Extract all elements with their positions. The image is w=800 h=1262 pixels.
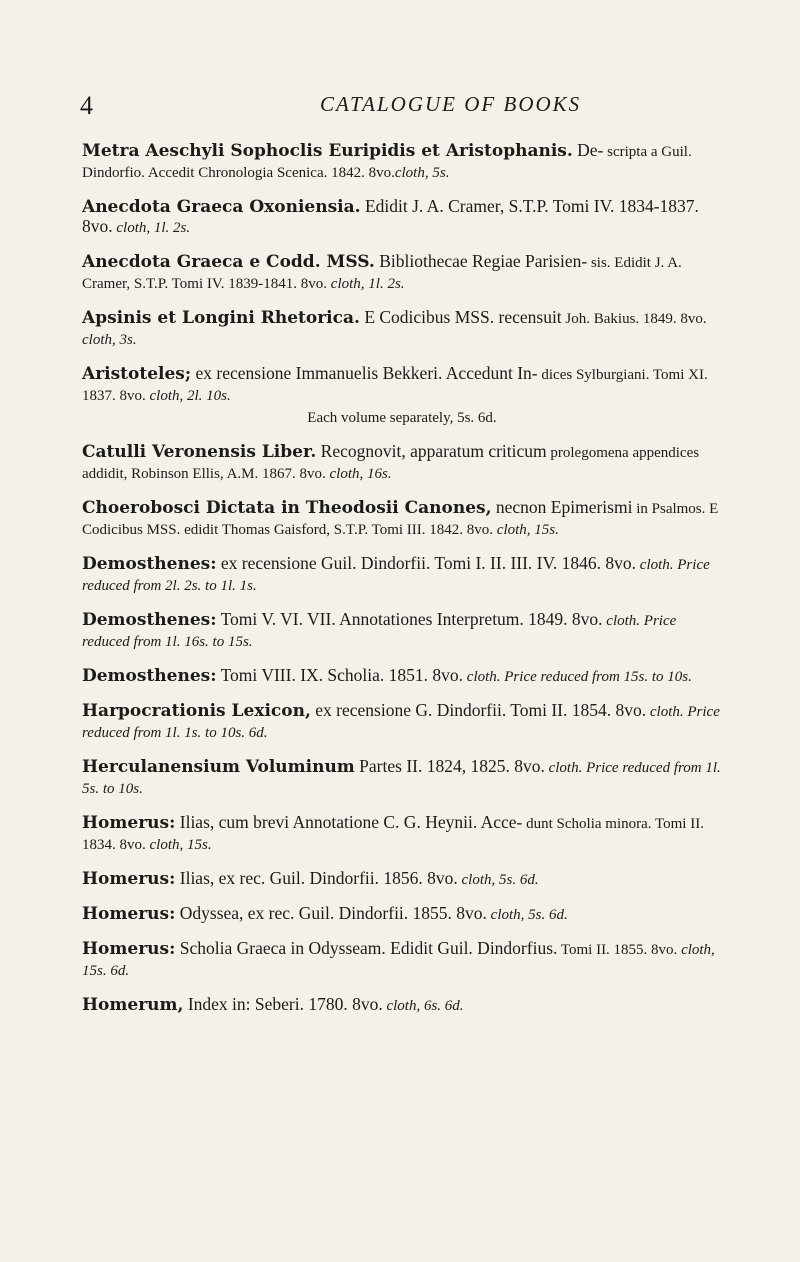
entry-price: cloth, 15s. xyxy=(145,837,212,853)
entry-description: Partes II. 1824, 1825. 8vo. xyxy=(354,756,545,776)
page-number: 4 xyxy=(80,91,93,120)
catalogue-entry xyxy=(82,757,722,799)
entry-description: necnon Epimerismi xyxy=(491,497,633,517)
entry-description: Scholia Graeca in Odysseam. Edidit Guil. Dindorfius. xyxy=(175,938,558,958)
entry-price: cloth, 6s. 6d. xyxy=(382,998,464,1014)
entry-title: Catulli Veronensis Liber. xyxy=(82,442,317,462)
catalogue-entry xyxy=(82,364,722,428)
entry-description: Ilias, cum brevi Annotatione C. G. Heynii. Acce- xyxy=(175,812,523,832)
catalogue-entry xyxy=(82,610,722,652)
entry-detail: sis. Edidit J. A. Cramer, S.T.P. Tomi IV. 1839-1841. 8vo. xyxy=(82,255,682,292)
entry-price: cloth, 15s. xyxy=(493,522,559,538)
entry-description: ex recensione Guil. Dindorfii. Tomi I. II. III. IV. 1846. 8vo. xyxy=(216,553,637,573)
entry-detail: in Psalmos. E Codicibus MSS. edidit Thomas Gaisford, S.T.P. Tomi III. 1842. 8vo. xyxy=(82,501,719,538)
catalogue-entry xyxy=(82,308,722,350)
entry-detail: dunt Scholia minora. Tomi II. 1834. 8vo. xyxy=(82,816,704,853)
entry-description: Tomi VIII. IX. Scholia. 1851. 8vo. xyxy=(216,665,464,685)
entry-price: cloth. Price reduced from 1l. 1s. to 10s. 6d. xyxy=(82,704,720,741)
entry-description: Ilias, ex rec. Guil. Dindorfii. 1856. 8vo. xyxy=(175,868,458,888)
entry-title: Homerum, xyxy=(82,995,184,1015)
entry-title: Homerus: xyxy=(82,904,176,924)
entry-title: Demosthenes: xyxy=(82,610,217,630)
running-title: CATALOGUE OF BOOKS xyxy=(320,92,582,116)
entry-detail: dices Sylburgiani. Tomi XI. 1837. 8vo. xyxy=(82,367,708,404)
entry-price: cloth, 15s. 6d. xyxy=(82,942,715,979)
entry-title: Demosthenes: xyxy=(82,554,217,574)
entry-description: Index in: Seberi. 1780. 8vo. xyxy=(183,994,383,1014)
entry-description: Bibliothecae Regiae Parisien- xyxy=(374,251,588,271)
entry-detail: prolegomena appendices addidit, Robinson Ellis, A.M. 1867. 8vo. xyxy=(82,445,700,482)
entry-price: cloth. Price reduced from 15s. to 10s. xyxy=(463,669,692,685)
catalogue-entries xyxy=(82,141,722,1030)
catalogue-entry xyxy=(82,904,722,925)
entry-price: cloth. Price reduced from 1l. 16s. to 15s. xyxy=(82,613,677,650)
entry-price: cloth, 3s. xyxy=(82,332,137,348)
entry-title: Apsinis et Longini Rhetorica. xyxy=(82,308,360,328)
catalogue-entry xyxy=(82,141,722,183)
entry-title: Anecdota Graeca Oxoniensia. xyxy=(82,197,361,217)
entry-title: Homerus: xyxy=(82,813,176,833)
entry-detail: Tomi II. 1855. 8vo. xyxy=(557,942,678,958)
entry-description: Edidit J. A. Cramer, S.T.P. Tomi IV. 1834-1837. 8vo. xyxy=(82,196,699,236)
catalogue-entry xyxy=(82,554,722,596)
entry-description: ex recensione Immanuelis Bekkeri. Accedunt In- xyxy=(191,363,538,383)
catalogue-entry xyxy=(82,701,722,743)
entry-title: Herculanensium Voluminum xyxy=(82,757,355,777)
entry-detail: scripta a Guil. Dindorfio. Accedit Chronologia Scenica. 1842. 8vo. xyxy=(82,144,692,181)
entry-description: Odyssea, ex rec. Guil. Dindorfii. 1855. 8vo. xyxy=(175,903,487,923)
catalogue-entry xyxy=(82,813,722,855)
entry-detail: Joh. Bakius. 1849. 8vo. xyxy=(561,311,707,327)
entry-note: Each volume separately, 5s. 6d. xyxy=(307,410,497,426)
entry-price: cloth, 2l. 10s. xyxy=(145,388,231,404)
entry-title: Demosthenes: xyxy=(82,666,217,686)
page-header xyxy=(80,0,712,120)
entry-price: cloth, 5s. xyxy=(394,165,450,181)
entry-price: cloth, 1l. 2s. xyxy=(112,220,191,236)
entry-price: cloth, 5s. 6d. xyxy=(457,872,539,888)
entry-description: E Codicibus MSS. recensuit xyxy=(359,307,562,327)
catalogue-entry xyxy=(82,442,722,484)
entry-price: cloth, 5s. 6d. xyxy=(486,907,568,923)
entry-price: cloth, 1l. 2s. xyxy=(327,276,405,292)
catalogue-entry xyxy=(82,498,722,540)
entry-price: cloth, 16s. xyxy=(325,466,392,482)
catalogue-entry xyxy=(82,197,722,238)
catalogue-entry xyxy=(82,995,722,1016)
entry-title: Harpocrationis Lexicon, xyxy=(82,701,311,721)
entry-description: De- xyxy=(572,140,604,160)
entry-title: Homerus: xyxy=(82,869,176,889)
entry-title: Choerobosci Dictata in Theodosii Canones, xyxy=(82,498,492,518)
entry-description: ex recensione G. Dindorfii. Tomi II. 1854. 8vo. xyxy=(310,700,647,720)
entry-title: Metra Aeschyli Sophoclis Euripidis et Aristophanis. xyxy=(82,141,573,161)
entry-title: Anecdota Graeca e Codd. MSS. xyxy=(82,252,375,272)
catalogue-entry xyxy=(82,252,722,294)
entry-description: Recognovit, apparatum criticum xyxy=(316,441,547,461)
entry-price: cloth. Price reduced from 1l. 5s. to 10s. xyxy=(82,760,721,797)
catalogue-entry xyxy=(82,666,722,687)
entry-title: Aristoteles; xyxy=(82,364,192,384)
entry-price: cloth. Price reduced from 2l. 2s. to 1l. 1s. xyxy=(82,557,710,594)
entry-description: Tomi V. VI. VII. Annotationes Interpretum. 1849. 8vo. xyxy=(216,609,603,629)
catalogue-entry xyxy=(82,939,722,981)
entry-title: Homerus: xyxy=(82,939,176,959)
catalogue-entry xyxy=(82,869,722,890)
